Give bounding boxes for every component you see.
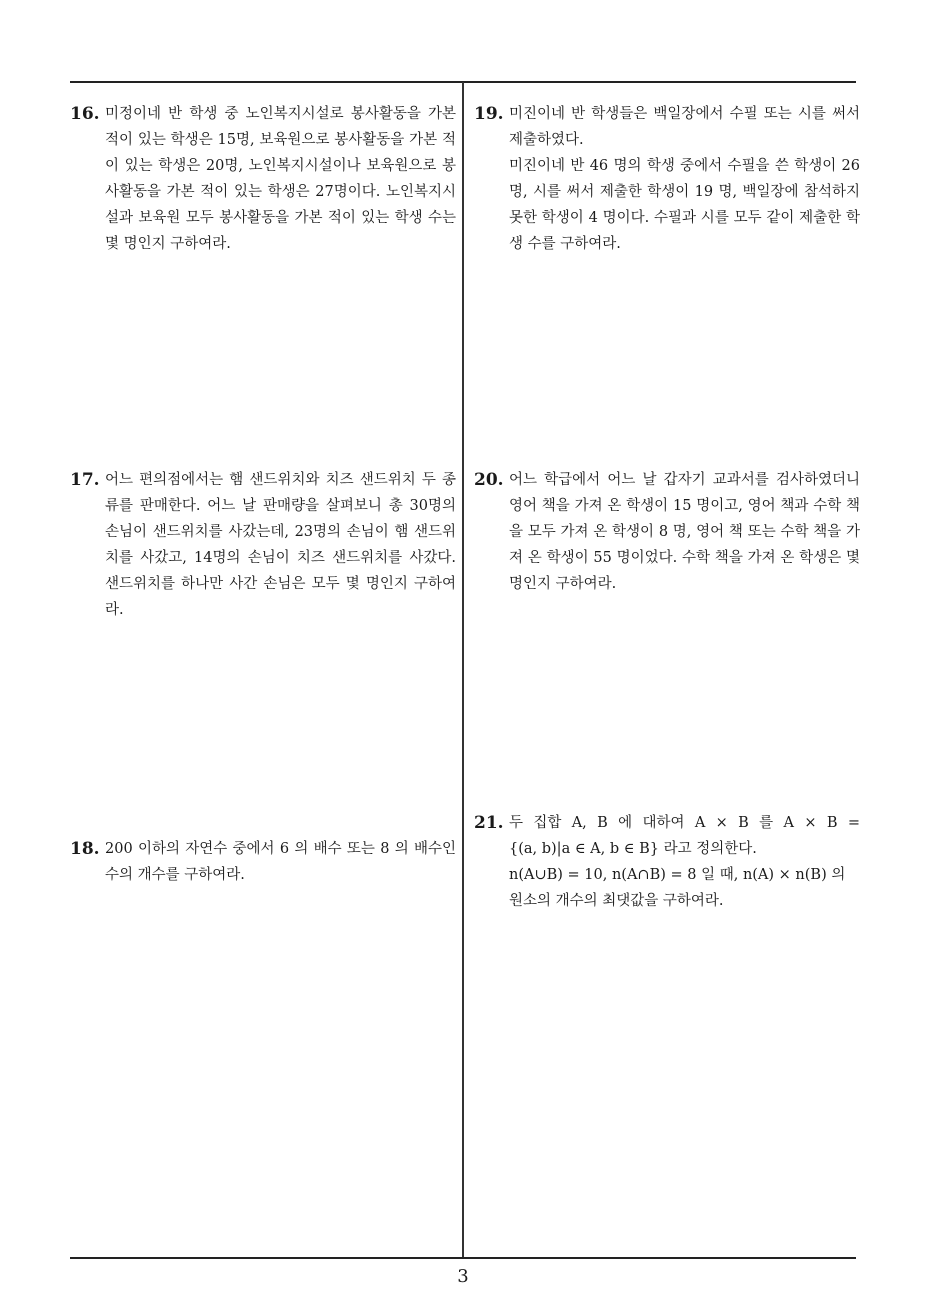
problem-text-intro: 미진이네 반 학생들은 백일장에서 수필 또는 시를 써서 제출하였다. [509,106,860,148]
problem-18 [70,836,456,888]
problem-21 [474,810,860,914]
problem-17 [70,467,456,623]
problem-text: 어느 학급에서 어느 날 갑자기 교과서를 검사하였더니 영어 책을 가져 온 학생이 15 명이고, 영어 책과 수학 책을 모두 가져 온 학생이 8 명, 영어 책 또는 수학 책을 가져 온 학생이 55 명이었다. 수학 책을 가져 온 학생은 몇 명인지 구하여라. [509,472,860,592]
problem-number: 19. [474,104,504,124]
problem-20 [474,467,860,597]
problem-number: 18. [70,839,100,859]
problem-number: 16. [70,104,100,124]
problem-number: 20. [474,470,504,490]
page-number: 3 [457,1266,469,1287]
problem-text: 200 이하의 자연수 중에서 6 의 배수 또는 8 의 배수인 수의 개수를 구하여라. [105,841,456,883]
problem-text-line3: n(A∪B) = 10, n(A∩B) = 8 일 때, n(A) × n(B) 의 [509,867,846,883]
problem-19 [474,101,860,257]
problem-text: 미정이네 반 학생 중 노인복지시설로 봉사활동을 가본 적이 있는 학생은 15명, 보육원으로 봉사활동을 가본 적이 있는 학생은 20명, 노인복지시설이나 보육원으로 봉사활동을 가본 적이 있는 학생은 27명이다. 노인복지시설과 보육원 모두 봉사활동을 가본 적이 있는 학생 수는 몇 명인지 구하여라. [105,106,456,252]
problem-text-line1: 두 집합 A, B 에 대하여 A × B 를 A × B = [509,815,860,831]
bottom-rule [70,1257,856,1259]
problem-text: 미진이네 반 46 명의 학생 중에서 수필을 쓴 학생이 26 명, 시를 써서 제출한 학생이 19 명, 백일장에 참석하지 못한 학생이 4 명이다. 수필과 시를 모두 같이 제출한 학생 수를 구하여라. [509,158,860,252]
problem-16 [70,101,456,257]
problem-text-line4: 원소의 개수의 최댓값을 구하여라. [509,893,724,909]
column-divider [462,82,464,1258]
problem-text: 어느 편의점에서는 햄 샌드위치와 치즈 샌드위치 두 종류를 판매한다. 어느 날 판매량을 살펴보니 총 30명의 손님이 샌드위치를 사갔는데, 23명의 손님이 햄 샌드위치를 사갔고, 14명의 손님이 치즈 샌드위치를 사갔다. 샌드위치를 하나만 사간 손님은 모두 몇 명인지 구하여라. [105,472,456,618]
problem-number: 21. [474,813,504,833]
problem-text-line2: {(a, b)|a ∈ A, b ∈ B} 라고 정의한다. [509,841,757,857]
problem-number: 17. [70,470,100,490]
